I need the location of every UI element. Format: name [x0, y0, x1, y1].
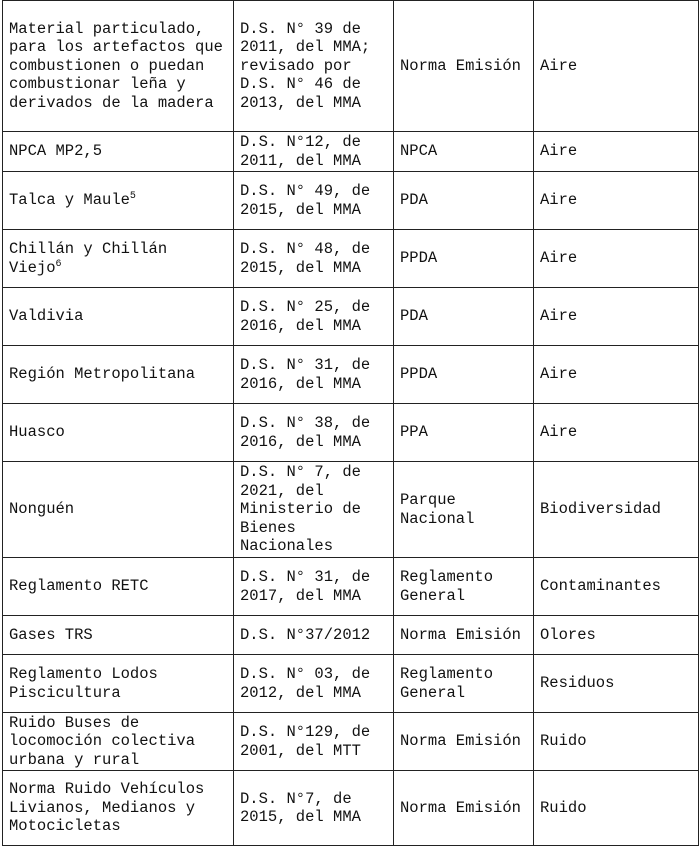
table-row: [3, 462, 699, 558]
regulation-name: Chillán y Chillán Viejo: [9, 240, 168, 277]
area: Biodiversidad: [540, 500, 661, 519]
instrument-type-cell: [394, 558, 534, 616]
decree-cell: [234, 172, 394, 230]
table-row: [3, 288, 699, 346]
area: Aire: [540, 423, 578, 442]
decree-cell: [234, 1, 394, 132]
regulation-name: NPCA MP2,5: [9, 142, 103, 161]
area-cell: [534, 346, 699, 404]
area-cell: [534, 616, 699, 655]
area: Aire: [540, 56, 578, 75]
decree-text: D.S. N° 31, de 2017, del MMA: [240, 568, 371, 605]
decree-cell: [234, 346, 394, 404]
table-row: [3, 404, 699, 462]
regulation-name-cell: [3, 713, 234, 771]
regulation-name: Huasco: [9, 423, 65, 442]
area: Aire: [540, 191, 578, 210]
regulation-name-cell: [3, 172, 234, 230]
decree-text: D.S. N° 7, de 2021, del Ministerio de Bienes Nacionales: [240, 463, 361, 556]
regulation-name-cell: [3, 404, 234, 462]
area-cell: [534, 655, 699, 713]
regulation-name-cell: [3, 462, 234, 558]
area: Aire: [540, 142, 578, 161]
decree-text: D.S. N° 31, de 2016, del MMA: [240, 356, 371, 393]
regulation-name-cell: [3, 655, 234, 713]
decree-cell: [234, 404, 394, 462]
regulation-name: Gases TRS: [9, 625, 93, 644]
table-row: [3, 132, 699, 172]
area-cell: [534, 132, 699, 172]
instrument-type-cell: [394, 713, 534, 771]
decree-cell: [234, 230, 394, 288]
regulation-name: Reglamento RETC: [9, 577, 149, 596]
area: Aire: [540, 307, 578, 326]
instrument-type: Norma Emisión: [400, 732, 521, 751]
area: Contaminantes: [540, 577, 661, 596]
table-row: [3, 1, 699, 132]
area-cell: [534, 288, 699, 346]
footnote-marker: 5: [129, 191, 136, 203]
regulation-name: Norma Ruido Vehículos Livianos, Medianos y Motocicletas: [9, 780, 205, 836]
area-cell: [534, 558, 699, 616]
area-cell: [534, 771, 699, 846]
area-cell: [534, 1, 699, 132]
area-cell: [534, 462, 699, 558]
instrument-type: Norma Emisión: [400, 56, 521, 75]
decree-cell: [234, 655, 394, 713]
instrument-type: PPA: [400, 423, 428, 442]
area: Residuos: [540, 674, 615, 693]
regulation-name: Nonguén: [9, 500, 75, 519]
decree-cell: [234, 558, 394, 616]
instrument-type: NPCA: [400, 142, 438, 161]
table-row: [3, 713, 699, 771]
decree-cell: [234, 288, 394, 346]
instrument-type: Parque Nacional: [400, 491, 475, 528]
decree-cell: [234, 713, 394, 771]
regulation-name: Talca y Maule: [9, 191, 130, 210]
decree-cell: [234, 616, 394, 655]
table-row: [3, 172, 699, 230]
regulation-name: Región Metropolitana: [9, 365, 196, 384]
decree-text: D.S. N° 03, de 2012, del MMA: [240, 665, 371, 702]
decree-text: D.S. N°129, de 2001, del MTT: [240, 723, 371, 760]
instrument-type-cell: [394, 132, 534, 172]
area: Aire: [540, 365, 578, 384]
instrument-type-cell: [394, 462, 534, 558]
area-cell: [534, 713, 699, 771]
regulation-name-cell: [3, 1, 234, 132]
regulations-table: [2, 0, 699, 846]
table-row: [3, 230, 699, 288]
table-row: [3, 558, 699, 616]
decree-cell: [234, 771, 394, 846]
instrument-type: PDA: [400, 307, 428, 326]
instrument-type-cell: [394, 288, 534, 346]
decree-text: D.S. N° 25, de 2016, del MMA: [240, 298, 371, 335]
decree-text: D.S. N° 49, de 2015, del MMA: [240, 182, 371, 219]
area: Ruido: [540, 798, 587, 817]
instrument-type-cell: [394, 1, 534, 132]
instrument-type-cell: [394, 172, 534, 230]
instrument-type-cell: [394, 655, 534, 713]
area: Olores: [540, 625, 596, 644]
table-row: [3, 771, 699, 846]
regulation-name: Material particulado, para los artefactos que combustionen o puedan combustionar leña y derivados de la madera: [9, 19, 223, 112]
regulation-name-cell: [3, 771, 234, 846]
instrument-type-cell: [394, 346, 534, 404]
regulation-name: Valdivia: [9, 307, 84, 326]
footnote-marker: 6: [55, 258, 62, 270]
regulation-name-cell: [3, 616, 234, 655]
instrument-type: PPDA: [400, 365, 438, 384]
instrument-type: Norma Emisión: [400, 625, 521, 644]
area-cell: [534, 230, 699, 288]
decree-cell: [234, 132, 394, 172]
regulation-name-cell: [3, 288, 234, 346]
instrument-type: Norma Emisión: [400, 798, 521, 817]
instrument-type: Reglamento General: [400, 665, 494, 702]
decree-text: D.S. N° 48, de 2015, del MMA: [240, 240, 371, 277]
decree-text: D.S. N°12, de 2011, del MMA: [240, 133, 361, 170]
table-row: [3, 655, 699, 713]
regulation-name-cell: [3, 132, 234, 172]
regulation-name: Reglamento Lodos Piscicultura: [9, 665, 158, 702]
regulation-name-cell: [3, 558, 234, 616]
instrument-type-cell: [394, 404, 534, 462]
decree-text: D.S. N° 39 de 2011, del MMA; revisado por D.S. N° 46 de 2013, del MMA: [240, 19, 371, 112]
instrument-type: PDA: [400, 191, 428, 210]
instrument-type: Reglamento General: [400, 568, 494, 605]
instrument-type: PPDA: [400, 249, 438, 268]
decree-text: D.S. N°37/2012: [240, 625, 371, 644]
table-row: [3, 346, 699, 404]
instrument-type-cell: [394, 616, 534, 655]
regulation-name-cell: [3, 346, 234, 404]
decree-cell: [234, 462, 394, 558]
area: Aire: [540, 249, 578, 268]
regulation-name: Ruido Buses de locomoción colectiva urbana y rural: [9, 713, 196, 769]
decree-text: D.S. N° 38, de 2016, del MMA: [240, 414, 371, 451]
regulation-name-cell: [3, 230, 234, 288]
area-cell: [534, 172, 699, 230]
instrument-type-cell: [394, 771, 534, 846]
area: Ruido: [540, 732, 587, 751]
area-cell: [534, 404, 699, 462]
table-row: [3, 616, 699, 655]
decree-text: D.S. N°7, de 2015, del MMA: [240, 789, 361, 826]
instrument-type-cell: [394, 230, 534, 288]
